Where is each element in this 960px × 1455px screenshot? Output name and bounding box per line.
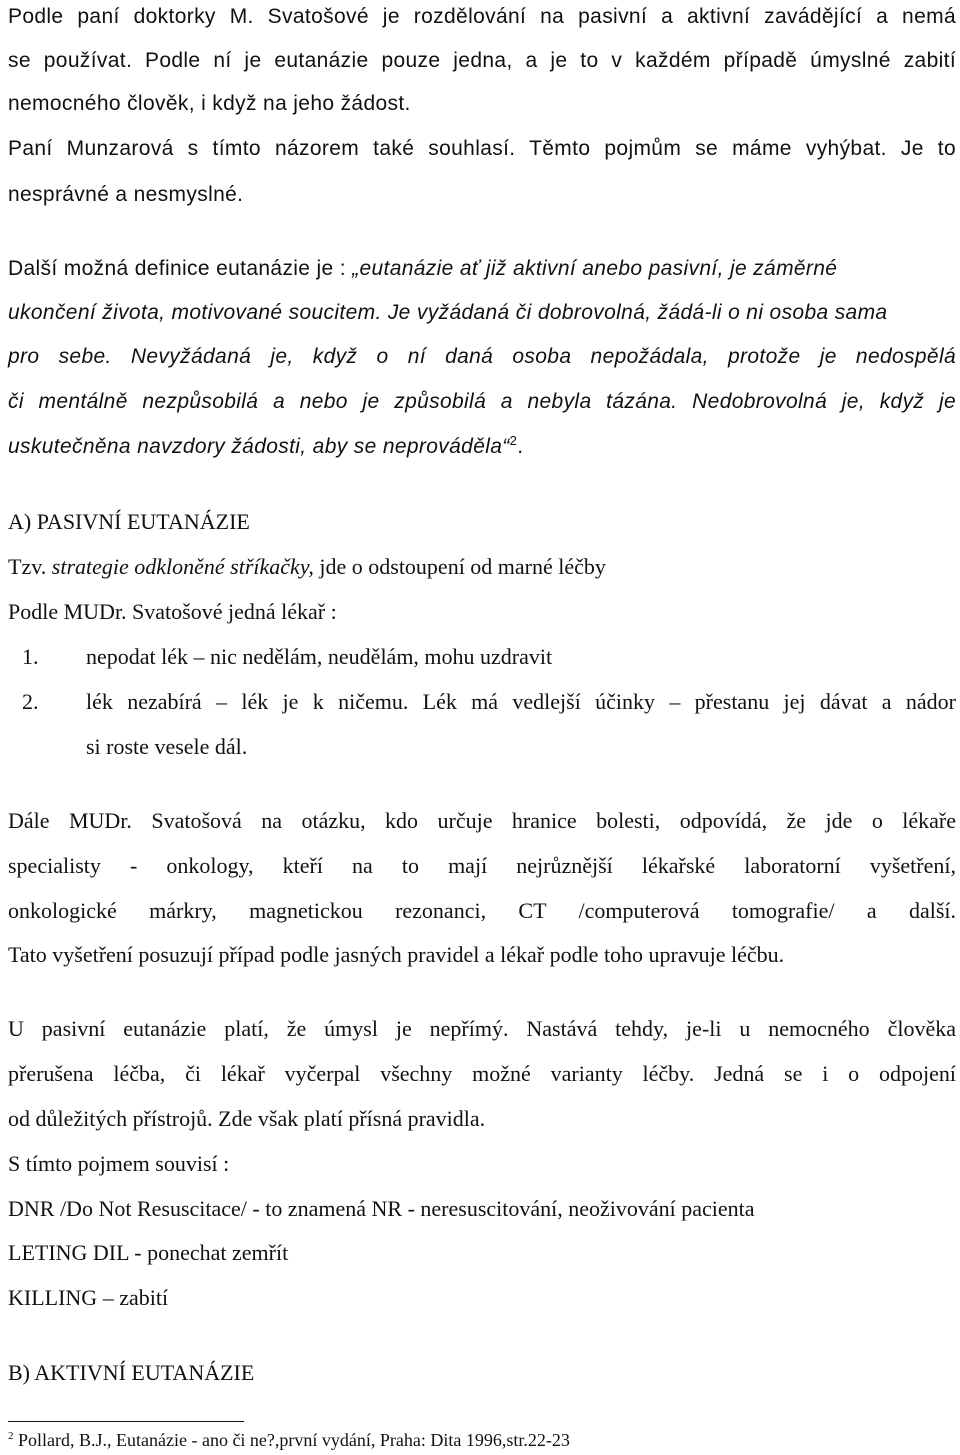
paragraph-1-line-1: Podle paní doktorky M. Svatošové je rozdělování na pasivní a aktivní zavádějící a nemá — [8, 5, 956, 28]
paragraph-1-line-5: nesprávné a nesmyslné. — [8, 183, 244, 206]
definition-quote-end: uskutečněna navzdory žádosti, aby se neprováděla“ — [8, 435, 510, 458]
section-a-prefix: Tzv. — [8, 554, 52, 579]
footnote-separator — [8, 1421, 244, 1422]
dnr-line: DNR /Do Not Resuscitace/ - to znamená NR - neresuscitování, neoživování pacienta — [8, 1196, 755, 1221]
list-item-1-number: 1. — [22, 644, 39, 669]
list-item-1-text: nepodat lék – nic nedělám, neudělám, mohu uzdravit — [86, 644, 553, 669]
paragraph-2-line-4: či mentálně nezpůsobilá a nebo je způsobilá a nebyla tázána. Nedobrovolná je, když je — [8, 390, 956, 413]
paragraph-2-line-3: pro sebe. Nevyžádaná je, když o ní daná osoba nepožádala, protože je nedospělá — [8, 345, 956, 368]
list-item-2-number: 2. — [22, 689, 39, 714]
section-a-heading: A) PASIVNÍ EUTANÁZIE — [8, 509, 250, 534]
paragraph-1-line-4: Paní Munzarová s tímto názorem také souhlasí. Těmto pojmům se máme vyhýbat. Je to — [8, 137, 956, 160]
leting-dil-line: LETING DIL - ponechat zemřít — [8, 1240, 289, 1265]
definition-intro: Další možná definice eutanázie je : — [8, 257, 353, 280]
list-item-2-text: lék nezabírá – lék je k ničemu. Lék má vedlejší účinky – přestanu jej dávat a nádor — [86, 689, 956, 714]
footnote-text: Pollard, B.J., Eutanázie - ano či ne?,první vydání, Praha: Dita 1996,str.22-23 — [13, 1430, 570, 1450]
paragraph-3-line-1: Dále MUDr. Svatošová na otázku, kdo určuje hranice bolesti, odpovídá, že jde o lékaře — [8, 808, 956, 833]
paragraph-3-line-4: Tato vyšetření posuzují případ podle jasných pravidel a lékař podle toho upravuje léčbu. — [8, 942, 785, 967]
paragraph-3-line-3: onkologické márkry, magnetickou rezonanci, CT /computerová tomografie/ a další. — [8, 898, 956, 923]
section-a-rest: jde o odstoupení od marné léčby — [313, 554, 606, 579]
paragraph-2-line-1 — [8, 256, 956, 282]
paragraph-3-line-2: specialisty - onkology, kteří na to mají nejrůznější lékařské laboratorní vyšetření, — [8, 853, 956, 878]
paragraph-1-line-3: nemocného člověk, i když na jeho žádost. — [8, 92, 411, 115]
definition-quote-start: „eutanázie ať již aktivní anebo pasivní, je záměrné — [352, 257, 838, 280]
section-b-heading: B) AKTIVNÍ EUTANÁZIE — [8, 1360, 255, 1385]
paragraph-4-line-1: U pasivní eutanázie platí, že úmysl je nepřímý. Nastává tehdy, je-li u nemocného člověka — [8, 1016, 956, 1041]
paragraph-2-line-5 — [8, 434, 523, 460]
paragraph-4-line-3: od důležitých přístrojů. Zde však platí přísná pravidla. — [8, 1106, 486, 1131]
paragraph-1-line-2: se používat. Podle ní je eutanázie pouze jedna, a je to v každém případě úmyslné zabití — [8, 49, 956, 72]
footnote-number: 2 — [8, 1430, 14, 1442]
paragraph-4-line-4: S tímto pojmem souvisí : — [8, 1151, 230, 1176]
definition-quote-part: ukončení života, motivované soucitem. — [8, 301, 382, 324]
definition-period: . — [517, 435, 524, 458]
killing-line: KILLING – zabití — [8, 1285, 169, 1310]
section-a-line-1 — [8, 554, 606, 580]
paragraph-2-line-2 — [8, 300, 887, 326]
definition-quote-part-2: Je vyžádaná či dobrovolná, žádá-li o ni osoba sama — [381, 301, 888, 324]
list-item-2-continuation: si roste vesele dál. — [86, 734, 248, 759]
footnote — [8, 1429, 570, 1451]
strategy-term: strategie odkloněné stříkačky, — [51, 554, 314, 579]
footnote-ref: 2 — [509, 433, 518, 448]
section-a-line-2: Podle MUDr. Svatošové jedná lékař : — [8, 599, 337, 624]
paragraph-4-line-2: přerušena léčba, či lékař vyčerpal všechny možné varianty léčby. Jedná se i o odpojení — [8, 1061, 956, 1086]
